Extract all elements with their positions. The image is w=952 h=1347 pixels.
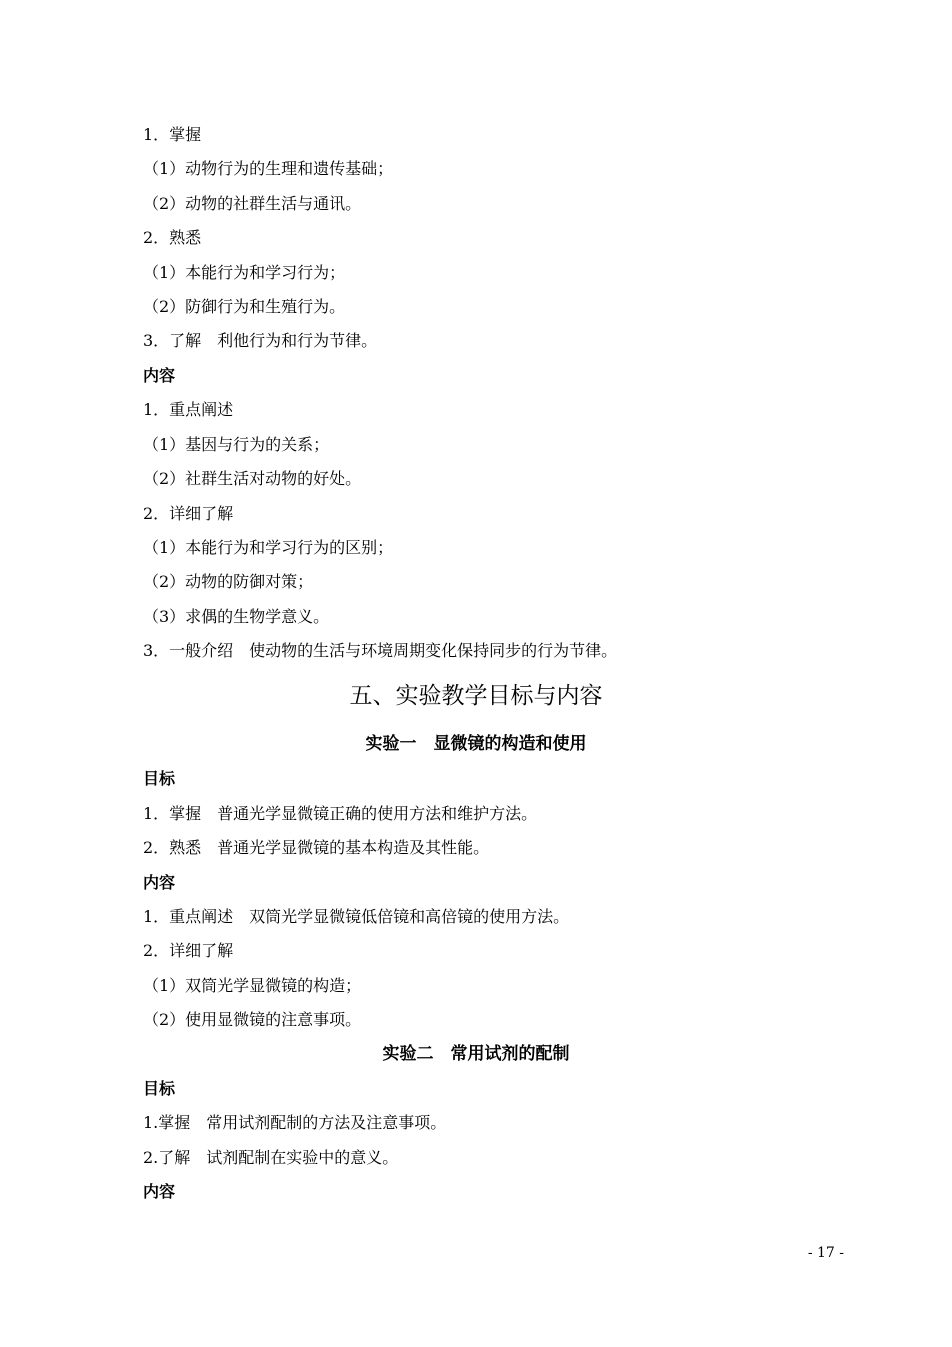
page-number: - 17 - bbox=[807, 1245, 844, 1261]
content-heading: 内容 bbox=[143, 366, 176, 385]
list-item: 2．熟悉 bbox=[143, 228, 202, 247]
list-item: 3．了解 利他行为和行为节律。 bbox=[143, 331, 378, 350]
list-item: （2）动物的防御对策； bbox=[143, 572, 314, 591]
list-item: （1）双筒光学显微镜的构造； bbox=[143, 976, 362, 995]
list-item: （1）本能行为和学习行为的区别； bbox=[143, 538, 394, 557]
list-item: 1．重点阐述 bbox=[143, 400, 234, 419]
list-item: 1．掌握 普通光学显微镜正确的使用方法和维护方法。 bbox=[143, 804, 538, 823]
list-item: （2）社群生活对动物的好处。 bbox=[143, 469, 362, 488]
list-item: （2）使用显微镜的注意事项。 bbox=[143, 1010, 362, 1029]
list-item: 1.掌握 常用试剂配制的方法及注意事项。 bbox=[143, 1113, 447, 1132]
list-item: （2）动物的社群生活与通讯。 bbox=[143, 194, 362, 213]
experiment-1-title: 实验一 显微镜的构造和使用 bbox=[365, 734, 587, 754]
list-item: 3．一般介绍 使动物的生活与环境周期变化保持同步的行为节律。 bbox=[143, 641, 618, 660]
experiment-2-title: 实验二 常用试剂的配制 bbox=[382, 1044, 570, 1064]
goal-heading: 目标 bbox=[143, 769, 176, 788]
list-item: 2.了解 试剂配制在实验中的意义。 bbox=[143, 1148, 399, 1167]
list-item: 1．重点阐述 双筒光学显微镜低倍镜和高倍镜的使用方法。 bbox=[143, 907, 570, 926]
list-item: （2）防御行为和生殖行为。 bbox=[143, 297, 346, 316]
list-item: 2．详细了解 bbox=[143, 941, 234, 960]
list-item: 1．掌握 bbox=[143, 125, 202, 144]
goal-heading: 目标 bbox=[143, 1079, 176, 1098]
section-title: 五、实验教学目标与内容 bbox=[349, 683, 603, 709]
content-heading: 内容 bbox=[143, 873, 176, 892]
list-item: （1）动物行为的生理和遗传基础； bbox=[143, 159, 394, 178]
list-item: 2．详细了解 bbox=[143, 504, 234, 523]
list-item: （1）基因与行为的关系； bbox=[143, 435, 330, 454]
list-item: （1）本能行为和学习行为； bbox=[143, 263, 346, 282]
list-item: 2．熟悉 普通光学显微镜的基本构造及其性能。 bbox=[143, 838, 490, 857]
content-heading: 内容 bbox=[143, 1182, 176, 1201]
list-item: （3）求偶的生物学意义。 bbox=[143, 607, 330, 626]
